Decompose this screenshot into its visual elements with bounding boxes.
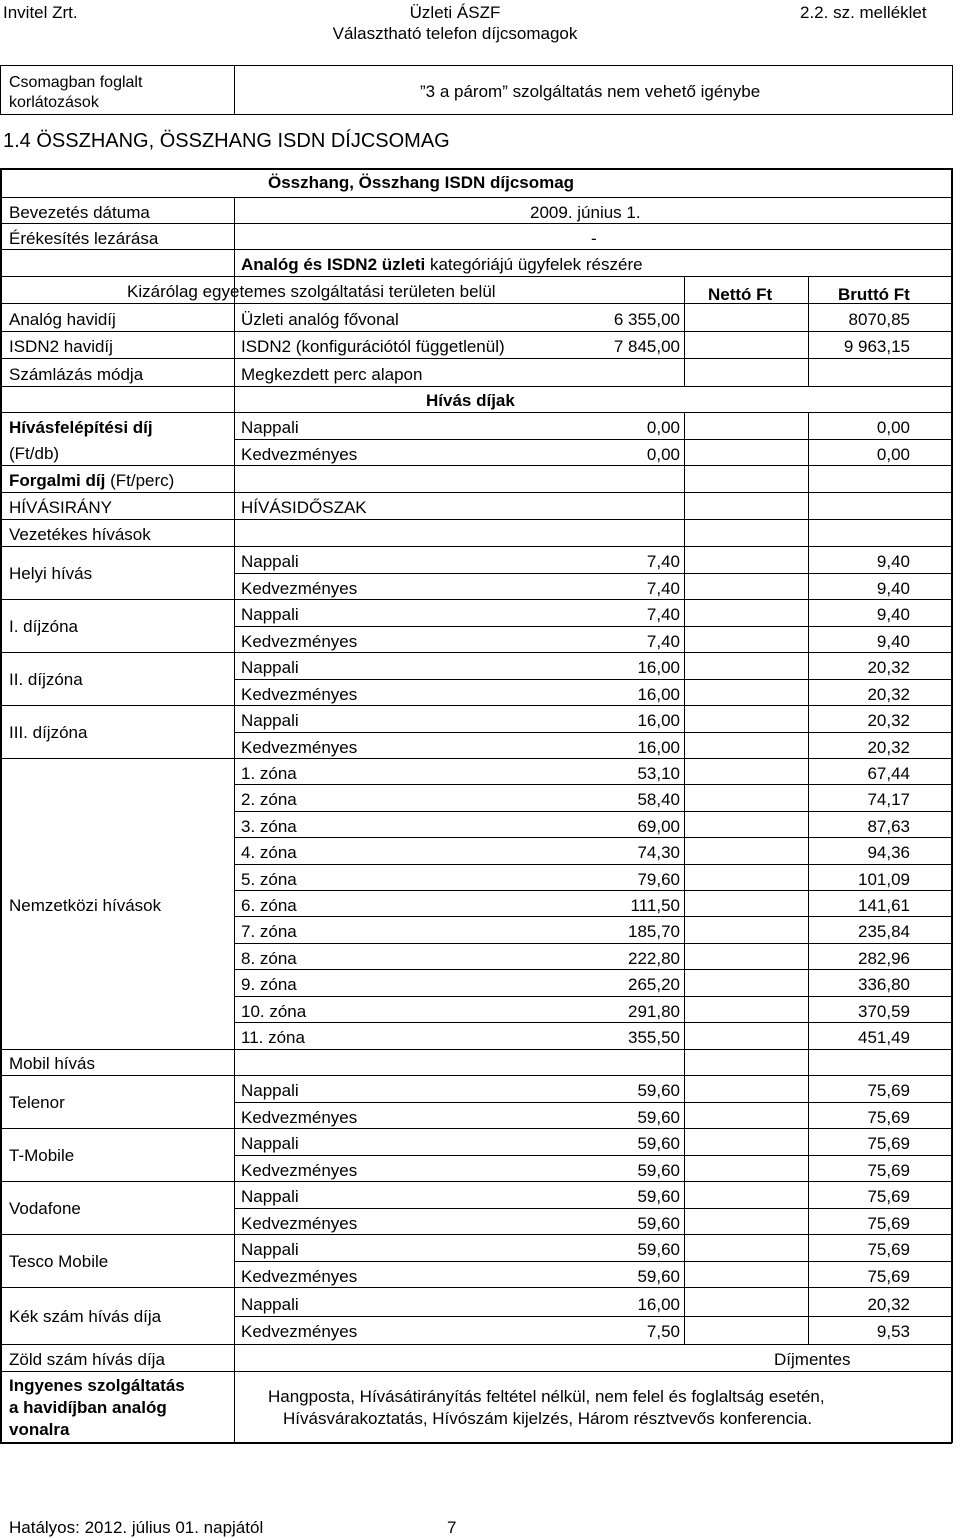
col-net-header: Nettó Ft <box>708 285 773 304</box>
row-divider <box>234 1022 952 1023</box>
row-divider <box>0 705 952 706</box>
setup-period: Kedvezményes <box>241 445 358 464</box>
call-net: 7,40 <box>646 579 680 598</box>
intl-zone-net: 291,80 <box>628 1001 680 1021</box>
call-net: 59,60 <box>637 1240 680 1259</box>
call-gross: 75,69 <box>867 1240 910 1259</box>
row-divider <box>234 837 952 838</box>
row-divider <box>0 465 952 466</box>
intro-date-label: Bevezetés dátuma <box>9 203 150 222</box>
call-gross: 20,32 <box>867 738 910 757</box>
call-gross: 9,40 <box>876 579 910 598</box>
call-gross: 75,69 <box>867 1267 910 1286</box>
intl-zone-net: 53,10 <box>637 764 680 783</box>
intl-zone-net: 69,00 <box>637 816 680 836</box>
wired-destination: Helyi hívás <box>9 564 93 583</box>
col-gross-header: Bruttó Ft <box>838 285 910 304</box>
call-fees-title: Hívás díjak <box>426 391 515 410</box>
green-number-value: Díjmentes <box>774 1350 851 1369</box>
wired-calls-label: Vezetékes hívások <box>9 525 151 544</box>
call-gross: 75,69 <box>867 1161 910 1180</box>
call-period: Nappali <box>241 1187 299 1206</box>
call-period: Nappali <box>241 1134 299 1153</box>
mobile-operator: T-Mobile <box>9 1146 75 1165</box>
row-divider <box>0 652 952 653</box>
international-calls-label: Nemzetközi hívások <box>9 896 162 915</box>
row-divider <box>0 519 952 520</box>
row-divider <box>234 573 952 574</box>
intl-zone-gross: 101,09 <box>858 869 910 889</box>
call-gross: 20,32 <box>867 711 910 730</box>
fee-net: 7 845,00 <box>613 337 680 356</box>
call-net: 7,40 <box>646 605 680 624</box>
row-divider <box>0 599 952 600</box>
call-period: Nappali <box>241 658 299 677</box>
call-net: 59,60 <box>637 1134 680 1153</box>
row-divider <box>234 679 952 680</box>
call-net: 7,40 <box>646 552 680 571</box>
customer-category-prefix: Analóg és ISDN2 üzleti <box>241 255 426 274</box>
period-header: HÍVÁSIDŐSZAK <box>241 498 367 517</box>
call-gross: 20,32 <box>867 685 910 704</box>
customer-category-suffix: kategóriájú ügyfelek részére <box>429 255 643 274</box>
call-gross: 9,40 <box>876 552 910 571</box>
row-divider <box>0 331 952 332</box>
mobile-operator: Vodafone <box>9 1199 81 1218</box>
intl-zone-net: 58,40 <box>637 790 680 810</box>
intl-zone: 6. zóna <box>241 896 297 915</box>
customer-category <box>241 256 643 273</box>
setup-period: Nappali <box>241 418 299 437</box>
blue-gross: 9,53 <box>876 1322 910 1341</box>
intl-zone-gross: 336,80 <box>858 975 910 995</box>
intl-zone: 10. zóna <box>241 1001 307 1021</box>
fee-label: ISDN2 havidíj <box>9 337 113 356</box>
row-divider <box>0 1181 952 1182</box>
traffic-fee-label-main: Forgalmi díj <box>9 471 106 490</box>
call-period: Kedvezményes <box>241 685 358 704</box>
fee-description: ISDN2 (konfigurációtól függetlenül) <box>241 337 505 356</box>
intl-zone-gross: 87,63 <box>867 816 910 836</box>
package-name: Összhang, Összhang ISDN díjcsomag <box>268 173 575 192</box>
call-period: Nappali <box>241 1240 299 1259</box>
intl-zone-gross: 74,17 <box>867 790 910 810</box>
row-divider <box>234 890 952 891</box>
call-period: Kedvezményes <box>241 579 358 598</box>
row-divider <box>234 1102 952 1103</box>
row-divider <box>234 439 952 440</box>
row-divider <box>234 811 952 812</box>
fee-net: 6 355,00 <box>613 310 680 329</box>
billing-value: Megkezdett perc alapon <box>241 365 423 384</box>
row-divider <box>0 1049 952 1050</box>
call-net: 16,00 <box>637 738 680 757</box>
call-gross: 75,69 <box>867 1108 910 1127</box>
row-divider <box>234 732 952 733</box>
traffic-fee-unit: (Ft/perc) <box>110 471 175 490</box>
intl-zone-net: 222,80 <box>628 948 680 968</box>
intl-zone: 2. zóna <box>241 790 297 810</box>
row-divider <box>0 1344 952 1345</box>
call-period: Kedvezményes <box>241 1108 358 1127</box>
sales-end-label: Érékesítés lezárása <box>9 229 159 248</box>
call-period: Nappali <box>241 711 299 730</box>
free-services-value-1: Hangposta, Hívásátirányítás feltétel nélkül, nem felel és foglaltság esetén, <box>268 1387 825 1406</box>
setup-fee-label: Hívásfelépítési díj <box>9 418 153 437</box>
blue-period: Nappali <box>241 1295 299 1314</box>
call-net: 16,00 <box>637 658 680 677</box>
intro-date-value: 2009. június 1. <box>530 203 641 222</box>
intl-zone: 11. zóna <box>241 1028 305 1047</box>
row-divider <box>234 969 952 970</box>
blue-period: Kedvezményes <box>241 1322 358 1341</box>
green-number-label: Zöld szám hívás díja <box>9 1350 165 1369</box>
col-divider <box>684 412 685 1344</box>
call-period: Kedvezményes <box>241 632 358 651</box>
direction-header: HÍVÁSIRÁNY <box>9 498 112 517</box>
setup-gross: 0,00 <box>876 418 910 437</box>
blue-gross: 20,32 <box>867 1295 910 1314</box>
call-period: Nappali <box>241 1081 299 1100</box>
call-net: 7,40 <box>646 632 680 651</box>
fee-gross: 9 963,15 <box>843 337 910 356</box>
call-gross: 9,40 <box>876 632 910 651</box>
call-gross: 75,69 <box>867 1214 910 1233</box>
row-divider <box>0 358 952 359</box>
call-gross: 75,69 <box>867 1081 910 1100</box>
intl-zone: 8. zóna <box>241 948 297 968</box>
intl-zone-gross: 370,59 <box>858 1001 910 1021</box>
setup-net: 0,00 <box>646 418 680 437</box>
blue-net: 7,50 <box>646 1322 680 1341</box>
col-divider <box>808 276 809 386</box>
row-divider <box>0 412 952 413</box>
call-net: 59,60 <box>637 1081 680 1100</box>
call-period: Nappali <box>241 605 299 624</box>
row-divider <box>234 864 952 865</box>
call-period: Kedvezményes <box>241 1161 358 1180</box>
row-divider <box>0 546 952 547</box>
fee-gross: 8070,85 <box>848 310 910 329</box>
call-gross: 9,40 <box>876 605 910 624</box>
header-company: Invitel Zrt. <box>3 3 78 22</box>
intl-zone-net: 74,30 <box>637 843 680 863</box>
wired-destination: I. díjzóna <box>9 617 78 636</box>
footer-effective-date: Hatályos: 2012. július 01. napjától <box>9 1518 264 1537</box>
row-divider <box>0 1371 952 1372</box>
intl-zone-gross: 235,84 <box>858 922 910 942</box>
mobile-calls-label: Mobil hívás <box>9 1054 95 1073</box>
col-divider <box>684 276 685 386</box>
section-title: 1.4 ÖSSZHANG, ÖSSZHANG ISDN DÍJCSOMAG <box>3 130 450 152</box>
setup-fee-unit: (Ft/db) <box>9 444 60 463</box>
call-period: Kedvezményes <box>241 738 358 757</box>
free-services-label-2: a havidíjban analóg <box>9 1398 167 1417</box>
intl-zone: 4. zóna <box>241 843 297 863</box>
row-divider <box>0 492 952 493</box>
row-divider <box>0 1128 952 1129</box>
mobile-operator: Telenor <box>9 1093 65 1112</box>
row-divider <box>0 1287 952 1288</box>
intl-zone-net: 185,70 <box>628 922 680 942</box>
row-divider <box>0 386 952 387</box>
call-period: Kedvezményes <box>241 1214 358 1233</box>
call-period: Kedvezményes <box>241 1267 358 1286</box>
scope-text: Kizárólag egyetemes szolgáltatási területen belül <box>127 282 496 301</box>
intl-zone-gross: 94,36 <box>867 843 910 863</box>
call-net: 59,60 <box>637 1187 680 1206</box>
row-divider <box>0 303 952 304</box>
call-net: 59,60 <box>637 1214 680 1233</box>
row-divider <box>234 626 952 627</box>
sales-end-value: - <box>591 229 597 248</box>
row-divider <box>0 1234 952 1235</box>
blue-net: 16,00 <box>637 1295 680 1314</box>
restrictions-value: ”3 a párom” szolgáltatás nem vehető igénybe <box>420 82 761 101</box>
wired-destination: III. díjzóna <box>9 723 88 742</box>
fee-description: Üzleti analóg fővonal <box>241 310 399 329</box>
restrictions-label: Csomagban foglalt korlátozások <box>9 74 143 111</box>
call-gross: 75,69 <box>867 1187 910 1206</box>
free-services-label-1: Ingyenes szolgáltatás <box>9 1376 185 1395</box>
traffic-fee-label <box>9 472 174 489</box>
intl-zone: 7. zóna <box>241 922 297 942</box>
intl-zone-gross: 282,96 <box>858 948 910 968</box>
intl-zone-net: 111,50 <box>630 896 680 915</box>
row-divider <box>234 1155 952 1156</box>
row-divider <box>234 943 952 944</box>
row-divider <box>0 1075 952 1076</box>
call-gross: 75,69 <box>867 1134 910 1153</box>
intl-zone-gross: 67,44 <box>867 764 910 783</box>
free-services-label-3: vonalra <box>9 1420 70 1439</box>
intl-zone-gross: 141,61 <box>858 896 910 915</box>
free-services-value-2: Hívásvárakoztatás, Hívószám kijelzés, Három résztvevős konferencia. <box>283 1409 813 1428</box>
intl-zone-gross: 451,49 <box>858 1028 910 1047</box>
intl-zone: 1. zóna <box>241 764 297 783</box>
intl-zone-net: 355,50 <box>628 1028 680 1047</box>
call-net: 59,60 <box>637 1108 680 1127</box>
row-divider <box>234 916 952 917</box>
header-doc-title: Üzleti ÁSZF <box>409 3 501 22</box>
setup-gross: 0,00 <box>876 445 910 464</box>
col-divider <box>808 412 809 1344</box>
intl-zone-net: 79,60 <box>637 869 680 889</box>
billing-label: Számlázás módja <box>9 365 144 384</box>
row-divider <box>234 996 952 997</box>
blue-number-label: Kék szám hívás díja <box>9 1307 162 1326</box>
call-period: Nappali <box>241 552 299 571</box>
intl-zone: 5. zóna <box>241 869 297 889</box>
call-gross: 20,32 <box>867 658 910 677</box>
call-net: 16,00 <box>637 711 680 730</box>
fee-label: Analóg havidíj <box>9 310 116 329</box>
wired-destination: II. díjzóna <box>9 670 83 689</box>
row-divider <box>0 758 952 759</box>
call-net: 59,60 <box>637 1161 680 1180</box>
setup-net: 0,00 <box>646 445 680 464</box>
row-divider <box>234 784 952 785</box>
mobile-operator: Tesco Mobile <box>9 1252 109 1271</box>
header-doc-subtitle: Választható telefon díjcsomagok <box>332 24 578 43</box>
call-net: 16,00 <box>637 685 680 704</box>
intl-zone: 9. zóna <box>241 975 297 995</box>
row-divider <box>234 1208 952 1209</box>
intl-zone: 3. zóna <box>241 816 297 836</box>
row-divider <box>234 1261 952 1262</box>
header-annex: 2.2. sz. melléklet <box>800 3 927 22</box>
footer-page-number: 7 <box>447 1518 457 1537</box>
col-divider <box>234 197 235 1442</box>
row-divider <box>234 1316 952 1317</box>
intl-zone-net: 265,20 <box>628 975 680 995</box>
call-net: 59,60 <box>637 1267 680 1286</box>
